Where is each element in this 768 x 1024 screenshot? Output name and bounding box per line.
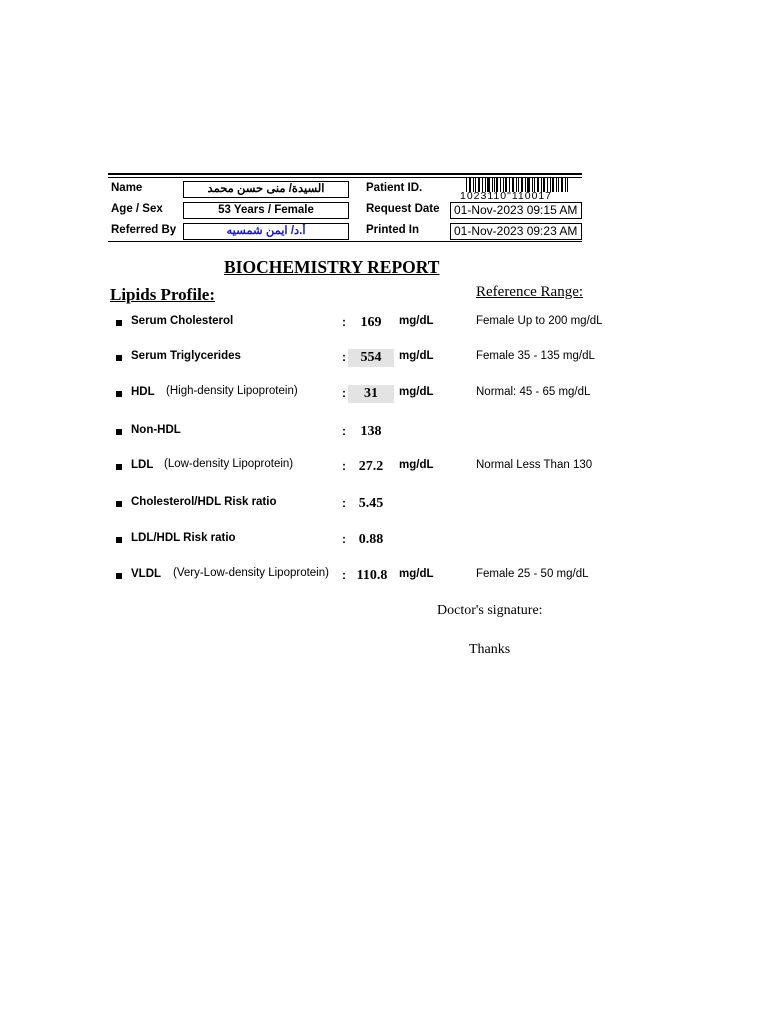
test-value: 169 bbox=[360, 315, 382, 330]
test-unit: mg/dL bbox=[399, 459, 434, 471]
test-unit: mg/dL bbox=[399, 568, 434, 580]
barcode-value: 023110 bbox=[466, 190, 508, 202]
test-name: Serum Triglycerides bbox=[131, 350, 241, 362]
printed-in-label: Printed In bbox=[366, 224, 420, 236]
test-row-serum-cholesterol bbox=[0, 315, 768, 335]
name-field: السيدة/ منى حسن محمد bbox=[183, 181, 349, 198]
test-value: 0.88 bbox=[358, 532, 384, 547]
test-name: Non-HDL bbox=[131, 424, 181, 436]
patient-id-label: Patient ID. bbox=[366, 182, 423, 194]
test-colon: : bbox=[342, 568, 346, 582]
test-subtitle: (High-density Lipoprotein) bbox=[166, 385, 298, 397]
test-row-non-hdl bbox=[0, 424, 768, 444]
bullet-icon bbox=[116, 537, 122, 543]
test-name: HDL bbox=[131, 386, 155, 398]
test-value: 138 bbox=[360, 424, 382, 439]
test-value: 31 bbox=[348, 385, 394, 403]
bullet-icon bbox=[116, 573, 122, 579]
test-name: Serum Cholesterol bbox=[131, 315, 234, 327]
test-colon: : bbox=[342, 386, 346, 400]
section-title: Lipids Profile: bbox=[110, 285, 215, 304]
test-colon: : bbox=[342, 459, 346, 473]
request-date-field: 01-Nov-2023 09:15 AM bbox=[450, 202, 582, 219]
test-reference: Female 25 - 50 mg/dL bbox=[476, 568, 589, 580]
header-bottom-rule bbox=[108, 241, 582, 242]
test-name: LDL/HDL Risk ratio bbox=[131, 532, 236, 544]
test-name: LDL bbox=[131, 459, 154, 471]
test-reference: Female 35 - 135 mg/dL bbox=[476, 350, 595, 362]
test-row-hdl bbox=[0, 386, 768, 406]
test-colon: : bbox=[342, 350, 346, 364]
referred-by-label: Referred By bbox=[111, 224, 177, 236]
doctor-signature-label: Doctor's signature: bbox=[437, 603, 543, 618]
test-reference: Female Up to 200 mg/dL bbox=[476, 315, 603, 327]
report-title: BIOCHEMISTRY REPORT bbox=[224, 257, 440, 277]
test-row-cholesterol-hdl-ratio bbox=[0, 496, 768, 516]
test-row-ldl-hdl-ratio bbox=[0, 532, 768, 552]
test-row-serum-triglycerides bbox=[0, 350, 768, 370]
thanks-text: Thanks bbox=[469, 642, 511, 657]
test-name: Cholesterol/HDL Risk ratio bbox=[131, 496, 277, 508]
bullet-icon bbox=[116, 429, 122, 435]
bullet-icon bbox=[116, 391, 122, 397]
printed-in-field: 01-Nov-2023 09:23 AM bbox=[450, 223, 582, 240]
referred-by-field: أ.د/ ايمن شمسيه bbox=[183, 223, 349, 240]
bullet-icon bbox=[116, 464, 122, 470]
reference-range-heading: Reference Range: bbox=[476, 284, 584, 300]
bullet-icon bbox=[116, 320, 122, 326]
test-value: 27.2 bbox=[358, 459, 384, 474]
barcode-number: 1023110"110017 bbox=[460, 190, 553, 202]
bullet-icon bbox=[116, 355, 122, 361]
test-colon: : bbox=[342, 532, 346, 546]
test-subtitle: (Low-density Lipoprotein) bbox=[164, 458, 294, 470]
test-colon: : bbox=[342, 424, 346, 438]
test-colon: : bbox=[342, 315, 346, 329]
test-row-vldl bbox=[0, 568, 768, 588]
test-unit: mg/dL bbox=[399, 315, 434, 327]
test-unit: mg/dL bbox=[399, 386, 434, 398]
test-reference: Normal Less Than 130 bbox=[476, 459, 593, 471]
test-subtitle: (Very-Low-density Lipoprotein) bbox=[173, 567, 329, 579]
bullet-icon bbox=[116, 501, 122, 507]
test-colon: : bbox=[342, 496, 346, 510]
test-value: 554 bbox=[348, 349, 394, 367]
name-label: Name bbox=[111, 182, 143, 194]
test-name: VLDL bbox=[131, 568, 162, 580]
test-unit: mg/dL bbox=[399, 350, 434, 362]
test-value: 5.45 bbox=[358, 496, 384, 511]
request-date-label: Request Date bbox=[366, 203, 440, 215]
test-row-ldl bbox=[0, 459, 768, 479]
age-sex-label: Age / Sex bbox=[111, 203, 163, 215]
barcode-suffix: 110017 bbox=[511, 190, 553, 202]
age-sex-field: 53 Years / Female bbox=[183, 202, 349, 219]
test-reference: Normal: 45 - 65 mg/dL bbox=[476, 386, 591, 398]
header-top-rule bbox=[108, 173, 582, 175]
test-value: 110.8 bbox=[356, 568, 388, 583]
barcode-prefix: 1 bbox=[460, 190, 467, 202]
